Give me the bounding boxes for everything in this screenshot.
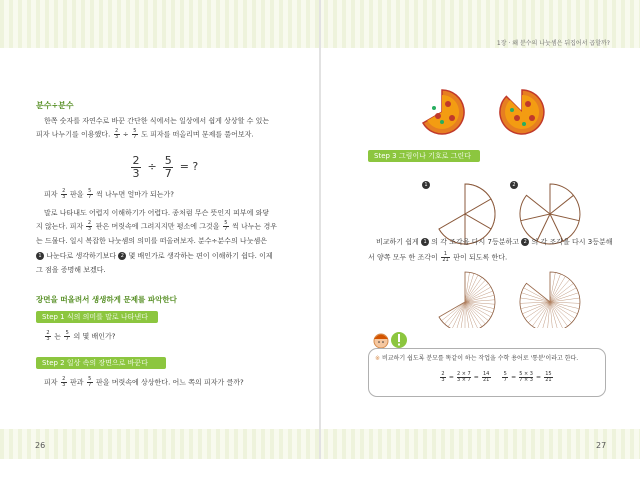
diagram-label-1: 1 <box>422 180 430 190</box>
book-spine <box>319 0 321 459</box>
step-2-text: 피자 $\frac{2}{3}$ 판과 $\frac{5}{7}$ 판을 머릿속에 상상한다. 어느 쪽의 피자가 클까? <box>44 376 244 388</box>
page-number-right: 27 <box>596 441 607 450</box>
compare-line-1: 비교하기 쉽게 1 의 각 조각을 다시 7등분하고 2 의 각 조각을 다시 3등분해 <box>376 238 613 246</box>
character-icon <box>374 334 388 348</box>
para-line-5: 그 점을 증명해 보겠다. <box>36 266 106 274</box>
step-2-label: Step 2 일상 속의 장면으로 바꾼다 <box>36 357 166 369</box>
pizza-illustrations <box>412 84 562 140</box>
para-line-3: 는 드물다. 일시 복잡한 나눗셈의 의미를 떠올려보자. 분수÷분수의 나눗셈은 <box>36 237 267 245</box>
step-1-label: Step 1 식의 의미를 말로 나타낸다 <box>36 311 158 323</box>
para-line-4: 1 나눈다로 생각하기보다 2 몇 배인가로 생각하는 편이 이해하기 쉽다. 이제 <box>36 251 273 261</box>
compare-line-2: 서 양쪽 모두 한 조각이 $\frac{1}{21}$ 판이 되도록 한다. <box>368 251 508 263</box>
intro-line-2: 피자 나누기를 이용했다. $\frac{2}{3}$ ÷ $\frac{5}{7}$ 도 피자를 떠올리며 문제를 풀어보자. <box>36 128 254 140</box>
para-line-2: 지 않는다. 피자 $\frac{2}{3}$ 판은 머릿속에 그려지지만 평소에 그것을 $\frac{5}{7}$ 씩 나누는 경우 <box>36 220 278 232</box>
exclamation-icon <box>391 332 407 348</box>
step-3-label: Step 3 그림이나 기호로 그린다 <box>368 150 480 162</box>
diagram-label-2: 2 <box>510 180 518 190</box>
note-box <box>368 348 606 397</box>
subsection-title: 장면을 떠올려서 생생하게 문제를 파악한다 <box>36 295 177 304</box>
chapter-header: 1장 · 왜 분수의 나눗셈은 뒤집어서 곱할까? <box>496 40 610 47</box>
step-1-text: $\frac{2}{3}$ 는 $\frac{5}{7}$ 의 몇 배인가? <box>46 330 116 342</box>
pizza-icon <box>423 90 464 134</box>
big-equation: $\frac{2}{3}$ ÷ $\frac{5}{7}$ = ? <box>132 153 199 180</box>
page-number-left: 26 <box>35 441 46 450</box>
para-line-1: 말로 나타내도 어렵지 이해하기가 어렵다. 종처럼 무슨 뜻인지 피부에 와닿 <box>44 209 270 217</box>
note-equations: $\frac{2}{3}$ = $\frac{2 \times 7}{3 \times 7}$ = $\frac{14}{21}$ $\frac{5}{7}$ = $\frac{5 \times 3}{7 \times 3}$ = $\frac{15}{21}$ <box>441 371 552 383</box>
note-text: ※ 비교하기 쉽도록 분모를 똑같이 하는 작업을 수학 용어로 '통분'이라고 한다. <box>375 355 579 362</box>
pizza-icon <box>500 90 544 134</box>
intro-line-1: 한쪽 숫자를 자연수로 바꾼 간단한 식에서는 일상에서 쉽게 상상할 수 있는 <box>44 117 270 125</box>
section-title: 분수÷분수 <box>36 101 74 110</box>
question-line: 피자 $\frac{2}{3}$ 판을 $\frac{5}{7}$ 씩 나누면 얼마가 되는가? <box>44 188 175 200</box>
